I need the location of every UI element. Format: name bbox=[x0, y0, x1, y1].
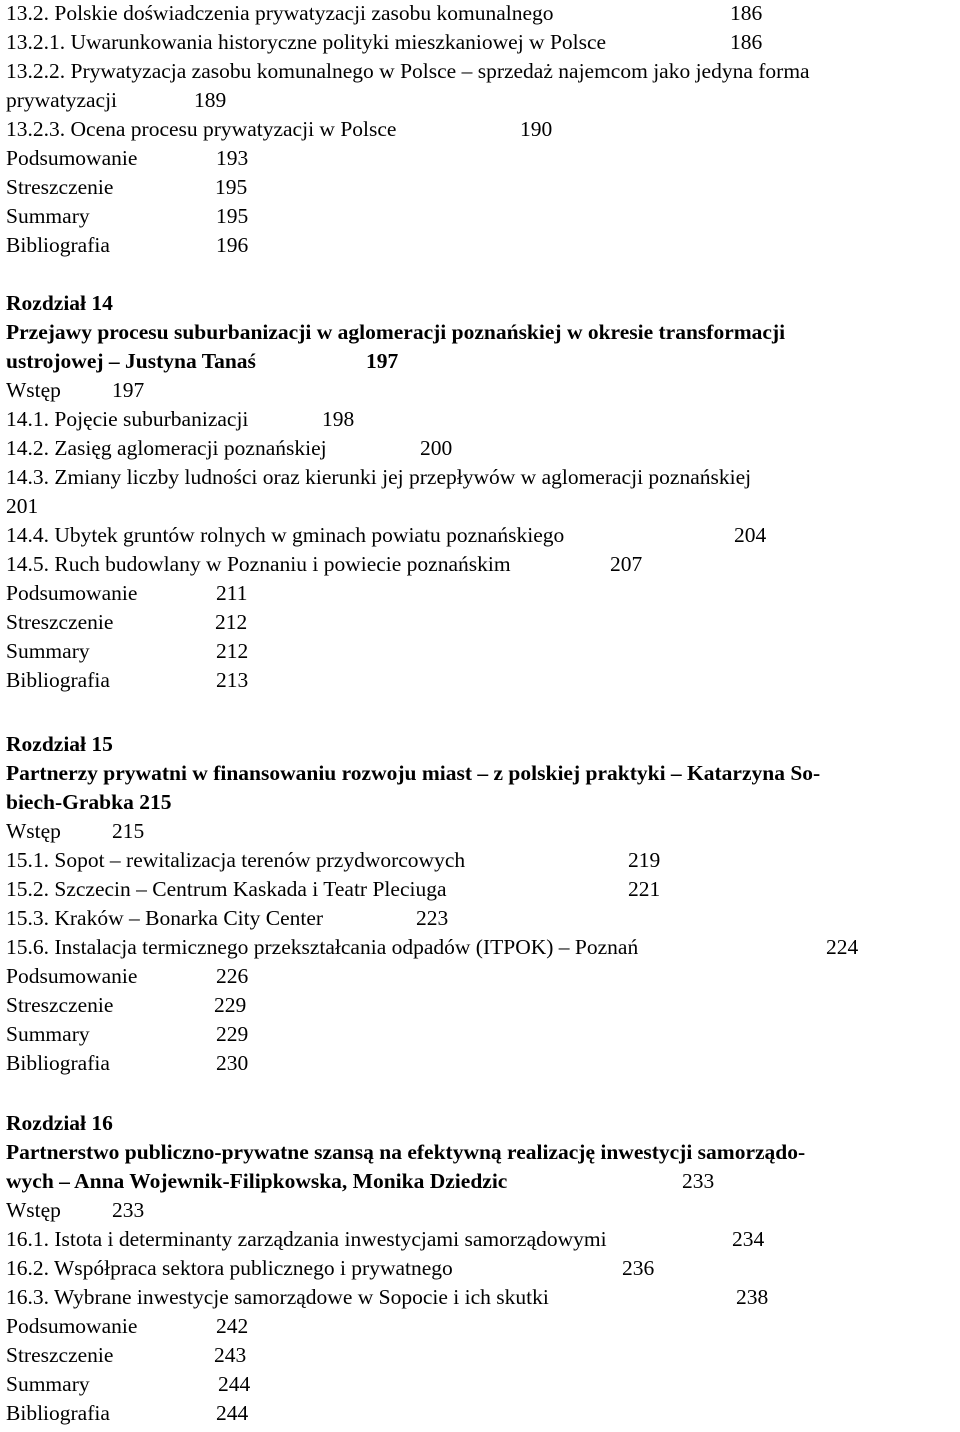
toc-entry bbox=[6, 963, 248, 989]
toc-entry bbox=[6, 667, 248, 693]
toc-entry-title: 13.2.3. Ocena procesu prywatyzacji w Polsce bbox=[6, 117, 397, 141]
toc-entry-page: 221 bbox=[628, 877, 661, 901]
toc-entry-title: 14.2. Zasięg aglomeracji poznańskiej bbox=[6, 436, 327, 460]
toc-entry-title: Podsumowanie bbox=[6, 964, 138, 988]
toc-entry bbox=[6, 464, 751, 490]
toc-entry-page: 244 bbox=[216, 1401, 249, 1425]
toc-entry-title: 16.3. Wybrane inwestycje samorządowe w Sopocie i ich skutki bbox=[6, 1285, 549, 1309]
toc-entry-title: 15.2. Szczecin – Centrum Kaskada i Teatr Pleciuga bbox=[6, 877, 447, 901]
toc-entry bbox=[6, 0, 762, 26]
chapter-heading bbox=[6, 1110, 113, 1136]
toc-entry-page: 223 bbox=[416, 906, 449, 930]
toc-entry-title: Wstęp bbox=[6, 819, 61, 843]
toc-entry bbox=[6, 1400, 248, 1426]
toc-entry-page: 195 bbox=[216, 204, 249, 228]
toc-entry-page: 236 bbox=[622, 1256, 655, 1280]
toc-entry bbox=[6, 377, 144, 403]
toc-entry bbox=[6, 1021, 248, 1047]
toc-entry bbox=[6, 87, 226, 113]
toc-entry-title: Bibliografia bbox=[6, 233, 110, 257]
toc-entry-page: 186 bbox=[730, 1, 763, 25]
toc-entry-title: Bibliografia bbox=[6, 1051, 110, 1075]
chapter-title bbox=[6, 789, 171, 815]
chapter-title bbox=[6, 1139, 805, 1165]
toc-entry-page: 233 bbox=[112, 1198, 145, 1222]
toc-entry-page: 233 bbox=[682, 1169, 715, 1193]
toc-entry-page: 230 bbox=[216, 1051, 249, 1075]
toc-entry-title: 13.2. Polskie doświadczenia prywatyzacji zasobu komunalnego bbox=[6, 1, 554, 25]
toc-entry-page: 201 bbox=[6, 494, 39, 518]
toc-entry-page: 244 bbox=[218, 1372, 251, 1396]
toc-entry-page: 229 bbox=[214, 993, 247, 1017]
toc-entry-title: Bibliografia bbox=[6, 668, 110, 692]
toc-entry-title: Streszczenie bbox=[6, 993, 114, 1017]
toc-entry-title: prywatyzacji bbox=[6, 88, 118, 112]
toc-entry bbox=[6, 1284, 768, 1310]
toc-entry bbox=[6, 1371, 250, 1397]
toc-entry-page: 211 bbox=[216, 581, 248, 605]
toc-entry-page: 196 bbox=[216, 233, 249, 257]
toc-entry bbox=[6, 1226, 764, 1252]
toc-entry bbox=[6, 638, 248, 664]
toc-entry-page: 207 bbox=[610, 552, 643, 576]
toc-entry-page: 193 bbox=[216, 146, 249, 170]
toc-entry-title: 16.1. Istota i determinanty zarządzania inwestycjami samorządowymi bbox=[6, 1227, 607, 1251]
toc-entry-page: 226 bbox=[216, 964, 249, 988]
chapter-title bbox=[6, 319, 785, 345]
toc-entry-title: 16.2. Współpraca sektora publicznego i prywatnego bbox=[6, 1256, 453, 1280]
chapter-title bbox=[6, 348, 398, 374]
toc-entry-page: 197 bbox=[366, 349, 399, 373]
toc-entry-page: 238 bbox=[736, 1285, 769, 1309]
toc-entry-title: 14.1. Pojęcie suburbanizacji bbox=[6, 407, 249, 431]
chapter-title-text: wych – Anna Wojewnik-Filipkowska, Monika Dziedzic bbox=[6, 1169, 508, 1193]
toc-entry bbox=[6, 1313, 248, 1339]
toc-entry-title: 13.2.2. Prywatyzacja zasobu komunalnego w Polsce – sprzedaż najemcom jako jedyna forma bbox=[6, 59, 810, 83]
chapter-title-text: Partnerzy prywatni w finansowaniu rozwoju miast – z polskiej praktyki – Katarzyna So- bbox=[6, 761, 821, 785]
toc-entry-title: Summary bbox=[6, 1022, 90, 1046]
toc-entry bbox=[6, 29, 762, 55]
toc-entry-title: Summary bbox=[6, 639, 90, 663]
toc-entry-title: 14.3. Zmiany liczby ludności oraz kierunki jej przepływów w aglomeracji poznańskiej bbox=[6, 465, 752, 489]
toc-entry-page: 215 bbox=[112, 819, 145, 843]
toc-entry bbox=[6, 876, 660, 902]
toc-entry-page: 234 bbox=[732, 1227, 765, 1251]
toc-entry bbox=[6, 174, 247, 200]
toc-entry-title: Wstęp bbox=[6, 1198, 61, 1222]
toc-entry-title: Podsumowanie bbox=[6, 146, 138, 170]
toc-entry bbox=[6, 145, 248, 171]
toc-entry bbox=[6, 818, 144, 844]
chapter-number: Rozdział 16 bbox=[6, 1111, 113, 1135]
chapter-title-text: Przejawy procesu suburbanizacji w aglomeracji poznańskiej w okresie transformacji bbox=[6, 320, 786, 344]
toc-entry-page: 190 bbox=[520, 117, 553, 141]
toc-entry-page: 242 bbox=[216, 1314, 249, 1338]
toc-entry bbox=[6, 1197, 144, 1223]
toc-entry bbox=[6, 58, 810, 84]
toc-entry-title: Podsumowanie bbox=[6, 581, 138, 605]
toc-entry-page: 197 bbox=[112, 378, 145, 402]
toc-entry bbox=[6, 116, 552, 142]
toc-entry bbox=[6, 609, 247, 635]
toc-entry-title: Bibliografia bbox=[6, 1401, 110, 1425]
toc-entry-page: 219 bbox=[628, 848, 661, 872]
toc-entry-title: Wstęp bbox=[6, 378, 61, 402]
toc-entry bbox=[6, 203, 248, 229]
chapter-title-text: ustrojowej – Justyna Tanaś bbox=[6, 349, 256, 373]
toc-entry bbox=[6, 580, 247, 606]
toc-entry bbox=[6, 435, 452, 461]
toc-entry-page: 204 bbox=[734, 523, 767, 547]
toc-entry-page: 212 bbox=[216, 639, 249, 663]
toc-entry-title: Podsumowanie bbox=[6, 1314, 138, 1338]
toc-entry-title: 15.3. Kraków – Bonarka City Center bbox=[6, 906, 324, 930]
toc-entry-page: 213 bbox=[216, 668, 249, 692]
toc-entry-title: Streszczenie bbox=[6, 1343, 114, 1367]
chapter-title bbox=[6, 1168, 714, 1194]
toc-entry-title: 13.2.1. Uwarunkowania historyczne polityki mieszkaniowej w Polsce bbox=[6, 30, 607, 54]
toc-entry bbox=[6, 522, 766, 548]
toc-entry-title: 15.1. Sopot – rewitalizacja terenów przydworcowych bbox=[6, 848, 466, 872]
toc-entry-page: 224 bbox=[826, 935, 859, 959]
toc-entry-page: 195 bbox=[215, 175, 248, 199]
toc-entry-page: 229 bbox=[216, 1022, 249, 1046]
toc-entry bbox=[6, 1342, 246, 1368]
toc-entry-page: 189 bbox=[194, 88, 227, 112]
toc-entry-page: 200 bbox=[420, 436, 453, 460]
toc-entry-title: Summary bbox=[6, 204, 90, 228]
toc-entry bbox=[6, 551, 642, 577]
toc-entry-page: 243 bbox=[214, 1343, 247, 1367]
toc-entry bbox=[6, 1050, 248, 1076]
toc-entry bbox=[6, 934, 858, 960]
toc-entry bbox=[6, 905, 448, 931]
toc-entry bbox=[6, 847, 660, 873]
toc-entry bbox=[6, 992, 246, 1018]
chapter-title bbox=[6, 760, 820, 786]
chapter-number: Rozdział 15 bbox=[6, 732, 113, 756]
toc-entry bbox=[6, 493, 38, 519]
toc-entry-title: Streszczenie bbox=[6, 175, 114, 199]
toc-entry-title: 14.4. Ubytek gruntów rolnych w gminach powiatu poznańskiego bbox=[6, 523, 565, 547]
toc-entry bbox=[6, 1255, 654, 1281]
toc-entry-page: 212 bbox=[215, 610, 248, 634]
toc-entry-page: 198 bbox=[322, 407, 355, 431]
toc-entry-title: 15.6. Instalacja termicznego przekształcania odpadów (ITPOK) – Poznań bbox=[6, 935, 639, 959]
toc-entry bbox=[6, 232, 248, 258]
chapter-number: Rozdział 14 bbox=[6, 291, 113, 315]
toc-entry-title: Streszczenie bbox=[6, 610, 114, 634]
chapter-title-text: biech-Grabka 215 bbox=[6, 790, 172, 814]
chapter-heading bbox=[6, 731, 113, 757]
toc-entry-page: 186 bbox=[730, 30, 763, 54]
toc-entry-title: Summary bbox=[6, 1372, 90, 1396]
chapter-title-text: Partnerstwo publiczno-prywatne szansą na efektywną realizację inwestycji samorządo- bbox=[6, 1140, 806, 1164]
toc-entry-title: 14.5. Ruch budowlany w Poznaniu i powiecie poznańskim bbox=[6, 552, 511, 576]
toc-entry bbox=[6, 406, 354, 432]
chapter-heading bbox=[6, 290, 113, 316]
